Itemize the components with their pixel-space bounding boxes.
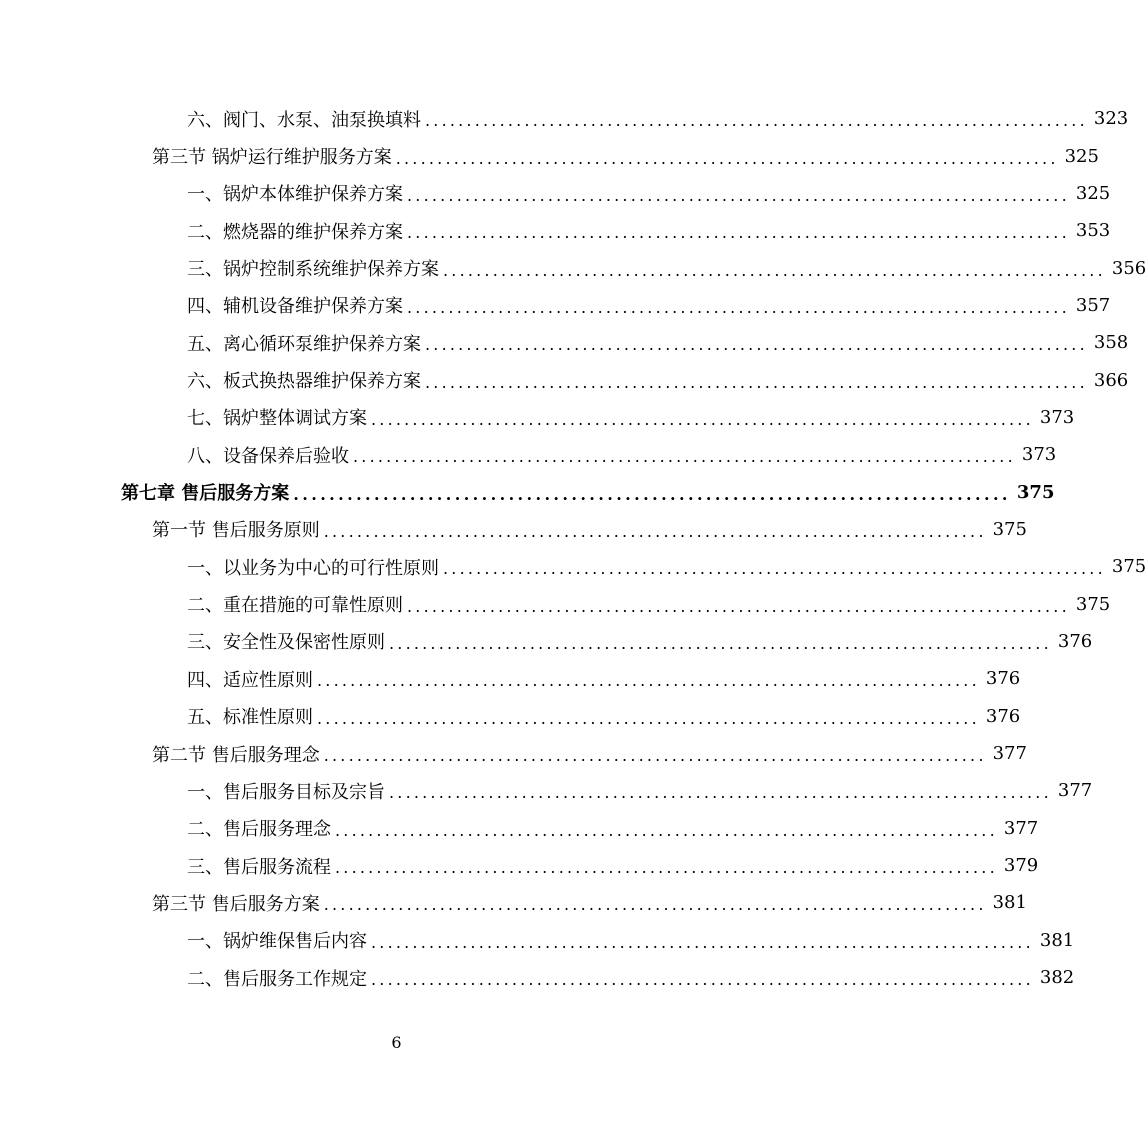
toc-entry-page: 325 [1075,182,1111,204]
toc-entry-title: 六、板式换热器维护保养方案 [187,367,425,393]
toc-dot-leader: ................................................................................ [389,783,1052,803]
toc-dot-leader: ................................................................................ [353,447,1016,467]
toc-entry-section[interactable] [0,137,1099,174]
toc-entry-item[interactable] [0,959,1075,996]
toc-dot-leader: ................................................................................ [443,260,1106,280]
toc-dot-leader: ................................................................................ [323,746,987,766]
toc-entry-page: 381 [992,892,1027,914]
toc-entry-title: 二、售后服务理念 [187,815,335,841]
toc-dot-leader: ................................................................................ [443,559,1106,579]
toc-entry-item[interactable] [0,585,1111,622]
toc-entry-title: 七、锅炉整体调试方案 [187,404,371,430]
toc-dot-leader: ................................................................................ [407,185,1070,205]
toc-dot-leader: ................................................................................ [335,858,998,878]
toc-dot-leader: ................................................................................ [335,820,998,840]
toc-entry-item[interactable] [0,361,1129,398]
toc-entry-item[interactable] [0,660,1021,697]
toc-dot-leader: ................................................................................ [389,633,1052,653]
toc-dot-leader: ................................................................................ [407,297,1070,317]
toc-entry-page: 379 [1003,855,1039,877]
toc-entry-item[interactable] [0,399,1075,436]
toc-entry-item[interactable] [0,847,1039,884]
toc-entry-page: 366 [1093,369,1129,391]
toc-entry-page: 382 [1039,967,1075,989]
toc-entry-section[interactable] [0,884,1027,921]
toc-entry-title: 五、标准性原则 [187,703,317,729]
toc-entry-title: 八、设备保养后验收 [187,442,353,468]
toc-entry-item[interactable] [0,100,1129,137]
toc-entry-page: 357 [1075,294,1111,316]
toc-entry-title: 第一节 售后服务原则 [152,516,324,542]
toc-entry-page: 375 [1111,556,1146,578]
toc-entry-title: 三、售后服务流程 [187,853,335,879]
toc-entry-title: 一、锅炉维保售后内容 [187,927,371,953]
toc-entry-page: 323 [1093,108,1129,130]
toc-entry-page: 376 [985,705,1021,727]
toc-entry-title: 一、售后服务目标及宗旨 [187,778,389,804]
toc-entry-title: 第三节 锅炉运行维护服务方案 [152,143,396,169]
toc-entry-title: 六、阀门、水泵、油泵换填料 [187,106,425,132]
toc-entry-item[interactable] [0,623,1093,660]
toc-entry-title: 五、离心循环泵维护保养方案 [187,330,425,356]
toc-entry-title: 四、辅机设备维护保养方案 [187,292,407,318]
toc-entry-item[interactable] [0,548,1146,585]
toc-entry-page: 356 [1111,257,1146,279]
toc-entry-page: 376 [1057,630,1093,652]
toc-dot-leader: ................................................................................ [371,932,1034,952]
toc-entry-page: 375 [1075,593,1111,615]
toc-entry-title: 二、重在措施的可靠性原则 [187,591,407,617]
toc-entry-title: 三、锅炉控制系统维护保养方案 [187,255,443,281]
toc-entry-title: 第七章 售后服务方案 [121,479,293,505]
toc-entry-title: 二、售后服务工作规定 [187,965,371,991]
toc-entry-page: 377 [1057,780,1093,802]
toc-entry-page: 377 [992,743,1027,765]
toc-entry-item[interactable] [0,324,1129,361]
toc-entry-page: 377 [1003,817,1039,839]
toc-dot-leader: ................................................................................ [425,372,1088,392]
table-of-contents [0,100,1146,996]
toc-dot-leader: ................................................................................ [371,409,1034,429]
toc-dot-leader: ................................................................................ [425,111,1088,131]
toc-entry-page: 325 [1064,145,1099,167]
toc-entry-title: 一、锅炉本体维护保养方案 [187,180,407,206]
toc-entry-item[interactable] [0,249,1146,286]
toc-dot-leader: ................................................................................ [317,708,980,728]
toc-dot-leader: ................................................................................ [293,484,1011,504]
toc-entry-item[interactable] [0,922,1075,959]
toc-dot-leader: ................................................................................ [407,223,1070,243]
toc-entry-page: 353 [1075,220,1111,242]
toc-entry-page: 376 [985,668,1021,690]
toc-dot-leader: ................................................................................ [407,596,1070,616]
toc-entry-item[interactable] [0,212,1111,249]
toc-entry-title: 第三节 售后服务方案 [152,890,324,916]
toc-entry-chapter[interactable] [0,473,1055,510]
toc-entry-item[interactable] [0,436,1057,473]
toc-entry-page: 381 [1039,929,1075,951]
page-number: 6 [391,1033,402,1052]
toc-entry-section[interactable] [0,511,1027,548]
toc-entry-page: 373 [1039,406,1075,428]
toc-entry-item[interactable] [0,175,1111,212]
toc-entry-page: 375 [1016,481,1055,503]
toc-entry-section[interactable] [0,735,1027,772]
toc-entry-item[interactable] [0,698,1021,735]
toc-dot-leader: ................................................................................ [425,335,1088,355]
toc-entry-title: 三、安全性及保密性原则 [187,628,389,654]
toc-entry-title: 四、适应性原则 [187,666,317,692]
toc-dot-leader: ................................................................................ [371,970,1034,990]
toc-entry-title: 第二节 售后服务理念 [152,741,324,767]
toc-entry-title: 二、燃烧器的维护保养方案 [187,218,407,244]
toc-entry-page: 373 [1021,444,1057,466]
toc-dot-leader: ................................................................................ [323,895,987,915]
toc-dot-leader: ................................................................................ [323,521,987,541]
toc-dot-leader: ................................................................................ [317,671,980,691]
toc-entry-item[interactable] [0,772,1093,809]
toc-entry-page: 358 [1093,332,1129,354]
toc-entry-item[interactable] [0,287,1111,324]
toc-entry-page: 375 [992,518,1027,540]
toc-dot-leader: ................................................................................ [395,148,1059,168]
toc-entry-item[interactable] [0,810,1039,847]
toc-entry-title: 一、以业务为中心的可行性原则 [187,554,443,580]
